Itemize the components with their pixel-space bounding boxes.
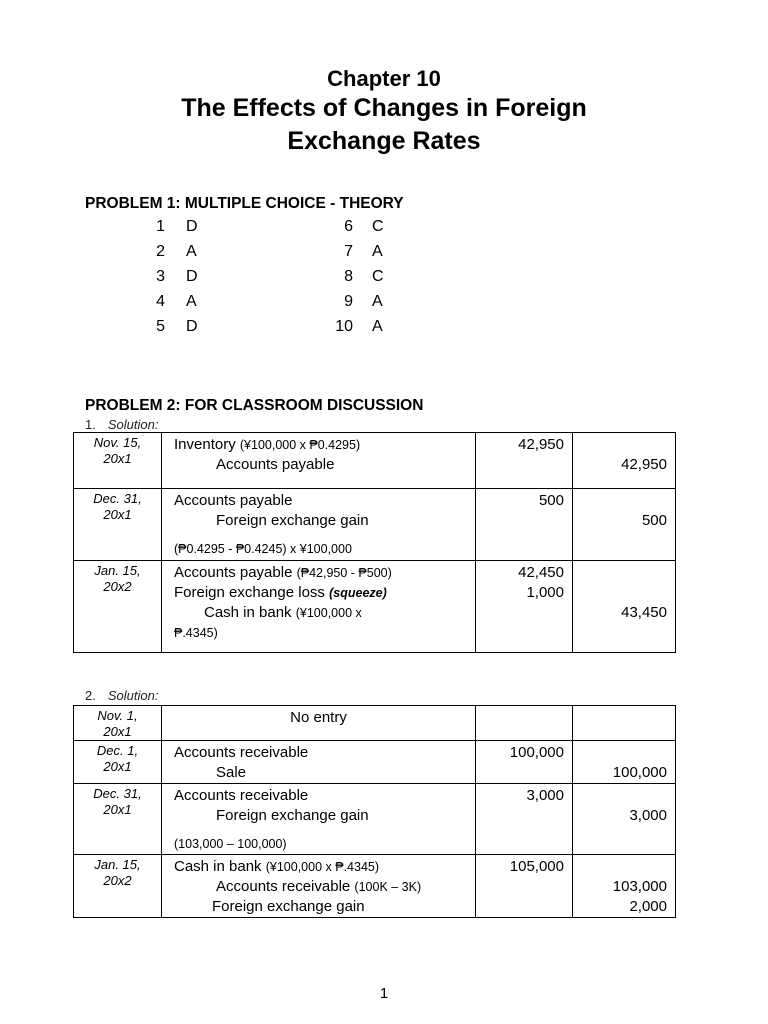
debit-amount bbox=[476, 706, 573, 741]
answer-row: 1 D 6 C bbox=[156, 218, 384, 235]
entry-description: No entry bbox=[162, 706, 476, 741]
entry-date: Nov. 15, 20x1 bbox=[74, 433, 162, 489]
credit-amount: 103,000 2,000 bbox=[573, 855, 676, 918]
entry-date: Dec. 31, 20x1 bbox=[74, 489, 162, 561]
debit-amount: 3,000 bbox=[476, 784, 573, 855]
entry-date: Dec. 31, 20x1 bbox=[74, 784, 162, 855]
credit-amount: 43,450 bbox=[573, 561, 676, 653]
chapter-label: Chapter 10 bbox=[327, 66, 441, 91]
entry-date: Nov. 1, 20x1 bbox=[74, 706, 162, 741]
credit-amount: 42,950 bbox=[573, 433, 676, 489]
table-row bbox=[74, 855, 676, 918]
credit-amount: 100,000 bbox=[573, 741, 676, 784]
entry-description: Accounts payable Foreign exchange gain (₱0.4295 - ₱0.4245) x ¥100,000 bbox=[162, 489, 476, 561]
problem1-heading: PROBLEM 1: MULTIPLE CHOICE - THEORY bbox=[85, 195, 404, 212]
entry-description: Accounts payable (₱42,950 - ₱500) Foreign exchange loss (squeeze) Cash in bank (¥100,000 x ₱.4345) bbox=[162, 561, 476, 653]
entry-date: Jan. 15, 20x2 bbox=[74, 561, 162, 653]
journal-table-1 bbox=[73, 432, 676, 653]
entry-description: Accounts receivable Foreign exchange gain (103,000 – 100,000) bbox=[162, 784, 476, 855]
solution-1-label: 1. Solution: bbox=[85, 417, 159, 432]
table-row bbox=[74, 561, 676, 653]
entry-description: Cash in bank (¥100,000 x ₱.4345) Accounts receivable (100K – 3K) Foreign exchange gain bbox=[162, 855, 476, 918]
page-title bbox=[0, 92, 768, 158]
title-line-1: The Effects of Changes in Foreign bbox=[181, 94, 587, 122]
credit-amount bbox=[573, 706, 676, 741]
title-line-2: Exchange Rates bbox=[287, 127, 481, 155]
problem2-heading: PROBLEM 2: FOR CLASSROOM DISCUSSION bbox=[85, 397, 424, 414]
debit-amount: 100,000 bbox=[476, 741, 573, 784]
credit-amount: 500 bbox=[573, 489, 676, 561]
journal-table-2 bbox=[73, 705, 676, 918]
debit-amount: 42,950 bbox=[476, 433, 573, 489]
table-row bbox=[74, 784, 676, 855]
solution-2-label: 2. Solution: bbox=[85, 688, 159, 703]
table-row bbox=[74, 706, 676, 741]
page-number: 1 bbox=[379, 985, 389, 1002]
debit-amount: 42,450 1,000 bbox=[476, 561, 573, 653]
answer-row: 4 A 9 A bbox=[156, 293, 383, 310]
entry-date: Jan. 15, 20x2 bbox=[74, 855, 162, 918]
entry-description: Inventory (¥100,000 x ₱0.4295) Accounts payable bbox=[162, 433, 476, 489]
table-row bbox=[74, 433, 676, 489]
entry-date: Dec. 1, 20x1 bbox=[74, 741, 162, 784]
credit-amount: 3,000 bbox=[573, 784, 676, 855]
entry-description: Accounts receivable Sale bbox=[162, 741, 476, 784]
answer-row: 2 A 7 A bbox=[156, 243, 383, 260]
answer-row: 5 D 10 A bbox=[156, 318, 383, 335]
table-row bbox=[74, 489, 676, 561]
debit-amount: 105,000 bbox=[476, 855, 573, 918]
table-row bbox=[74, 741, 676, 784]
answer-row: 3 D 8 C bbox=[156, 268, 384, 285]
debit-amount: 500 bbox=[476, 489, 573, 561]
